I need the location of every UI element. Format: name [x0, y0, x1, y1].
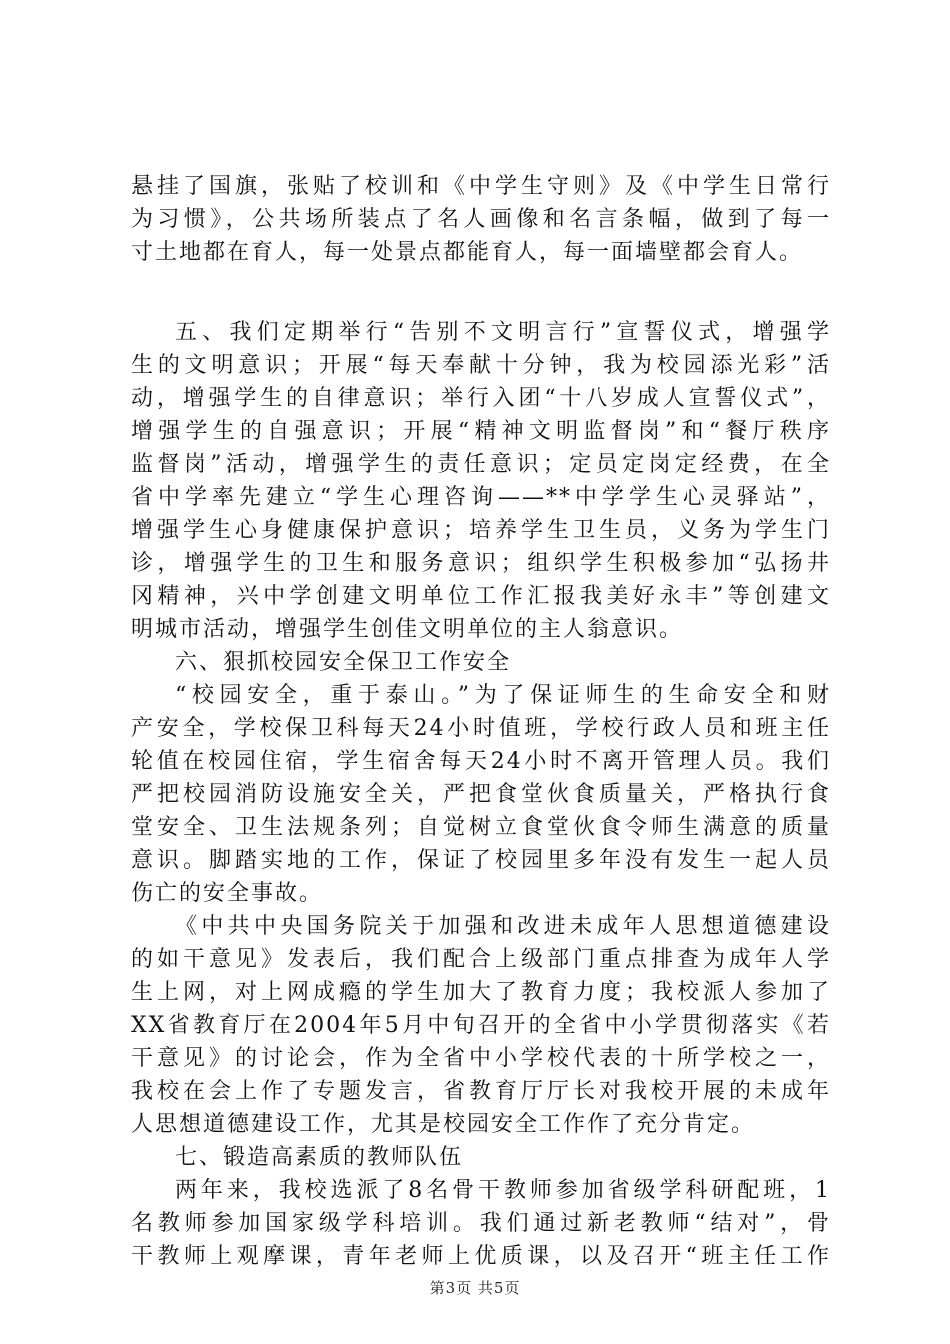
text-line: 增强学生心身健康保护意识；培养学生卫生员，义务为学生门: [131, 518, 831, 543]
section-heading-six: [131, 646, 831, 679]
paragraph-opinions: [131, 910, 831, 1141]
text-line: 生的文明意识；开展“每天奉献十分钟，我为校园添光彩”活: [131, 353, 831, 378]
text-line: 严把校园消防设施安全关，严把食堂伙食质量关，严格执行食: [131, 782, 831, 807]
text-line: 诊，增强学生的卫生和服务意识；组织学生积极参加“弘扬井: [131, 551, 831, 576]
text-line: 伤亡的安全事故。: [131, 881, 324, 906]
text-line: 为习惯》，公共场所装点了名人画像和名言条幅，做到了每一: [131, 207, 831, 232]
text-line: 寸土地都在育人，每一处景点都能育人，每一面墙壁都会育人。: [131, 240, 804, 265]
text-line: 堂安全、卫生法规条列；自觉树立食堂伙食令师生满意的质量: [131, 815, 831, 840]
paragraph-campus-safety: [131, 679, 831, 910]
text-line: 轮值在校园住宿，学生宿舍每天24小时不离开管理人员。我们: [131, 749, 831, 774]
text-line: 动，增强学生的自律意识；举行入团“十八岁成人宣誓仪式”，: [131, 386, 831, 411]
page-number-footer: 第3页 共5页: [429, 1279, 521, 1297]
text-line: 两年来，我校选派了8名骨干教师参加省级学科研配班，1: [175, 1178, 831, 1203]
text-line: 名教师参加国家级学科培训。我们通过新老教师“结对”，骨: [131, 1211, 831, 1236]
text-line: 干教师上观摩课，青年老师上优质课，以及召开“班主任工作: [131, 1244, 831, 1269]
heading-line: 六、狠抓校园安全保卫工作安全: [175, 650, 512, 675]
text-line: 省中学率先建立“学生心理咨询——**中学学生心灵驿站”，: [131, 485, 831, 510]
text-line: 的如干意见》发表后，我们配合上级部门重点排查为成年人学: [131, 947, 831, 972]
text-line: 增强学生的自强意识；开展“精神文明监督岗”和“餐厅秩序: [131, 419, 831, 444]
text-line: 五、我们定期举行“告别不文明言行”宣誓仪式，增强学: [175, 320, 831, 345]
text-line: 冈精神，兴中学创建文明单位工作汇报我美好永丰”等创建文: [131, 584, 831, 609]
text-line: 生上网，对上网成瘾的学生加大了教育力度；我校派人参加了: [131, 980, 831, 1005]
paragraph-teacher-training: [131, 1174, 831, 1273]
text-line: 干意见》的讨论会，作为全省中小学校代表的十所学校之一，: [131, 1046, 831, 1071]
text-line: 意识。脚踏实地的工作，保证了校园里多年没有发生一起人员: [131, 848, 831, 873]
paragraph-school-environment: [131, 170, 831, 269]
section-heading-seven: [131, 1141, 831, 1174]
text-line: 我校在会上作了专题发言，省教育厅厅长对我校开展的未成年: [131, 1079, 831, 1104]
text-line: 产安全，学校保卫科每天24小时值班，学校行政人员和班主任: [131, 716, 831, 741]
paragraph-section-five: [131, 316, 831, 646]
text-line: 明城市活动，增强学生创佳文明单位的主人翁意识。: [131, 617, 684, 642]
heading-line: 七、锻造高素质的教师队伍: [175, 1145, 464, 1170]
text-line: 悬挂了国旗，张贴了校训和《中学生守则》及《中学生日常行: [131, 174, 831, 199]
text-line: “校园安全，重于泰山。”为了保证师生的生命安全和财: [175, 683, 831, 708]
text-line: XX省教育厅在2004年5月中旬召开的全省中小学贯彻落实《若: [131, 1013, 831, 1038]
text-line: 监督岗”活动，增强学生的责任意识；定员定岗定经费，在全: [131, 452, 831, 477]
document-body: [131, 170, 831, 1273]
text-line: 人思想道德建设工作，尤其是校园安全工作作了充分肯定。: [131, 1112, 756, 1137]
paragraph-gap: [131, 269, 831, 316]
text-line: 《中共中央国务院关于加强和改进未成年人思想道德建设: [175, 914, 831, 939]
